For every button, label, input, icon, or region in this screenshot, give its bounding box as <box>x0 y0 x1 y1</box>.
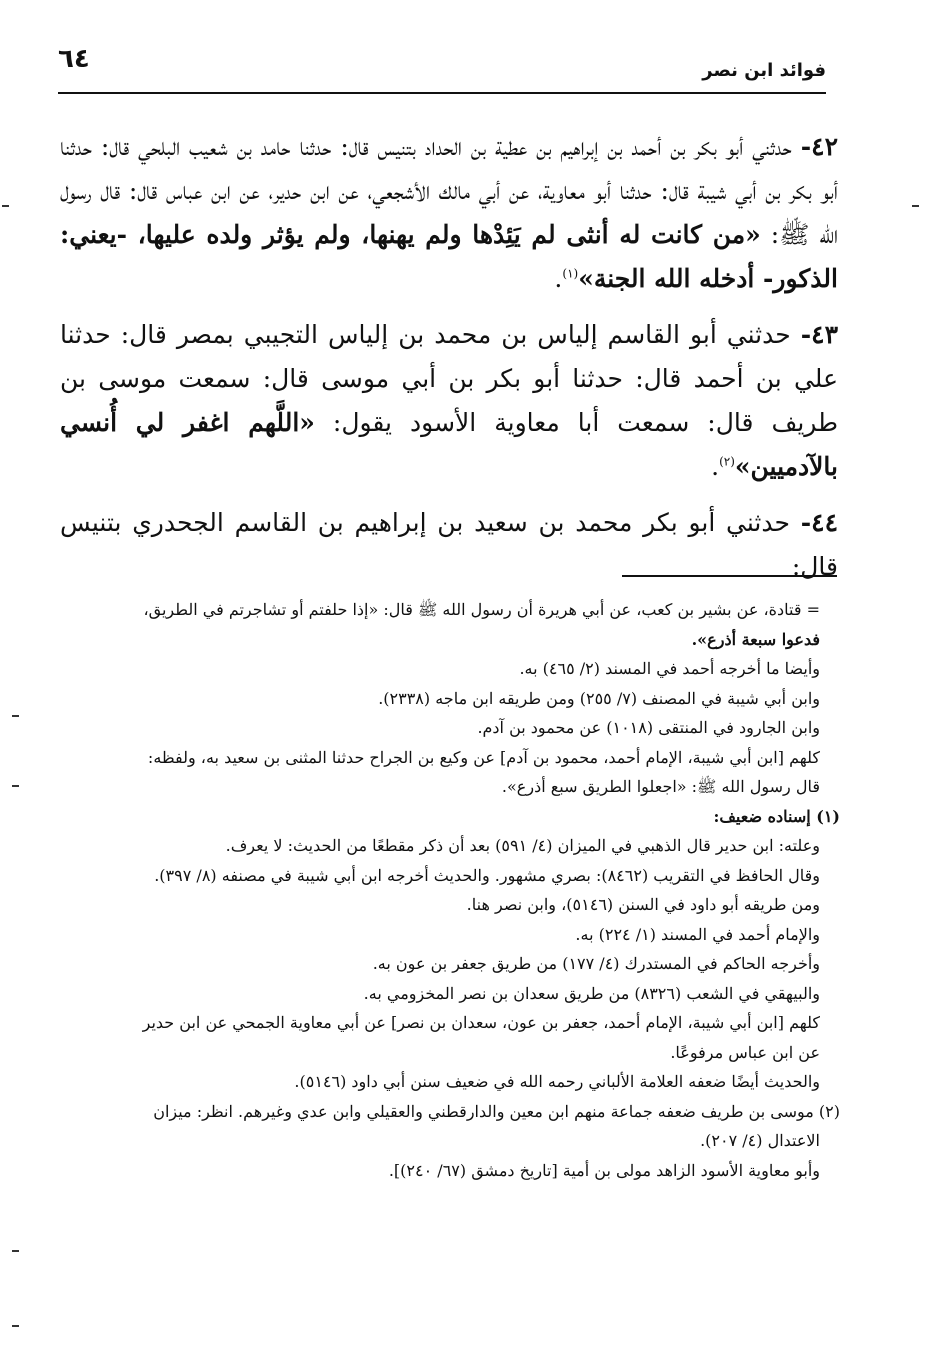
hadith-42 <box>60 125 838 301</box>
hadith-text: حدثني أبو بكر بن أحمد بن إبراهيم بن عطية بن الحداد بتنيس قال: حدثنا حامد بن شعيب البلحي قال: حدثنا أبو بكر بن أبي شيبة قال: حدثنا أبو معاوية، عن أبي مالك الأشجعي، عن ابن حدير، عن ابن عباس قال: قال رسول الله ﷺ: <box>60 132 839 249</box>
footnote-line: (٢) موسى بن طريف ضعفه جماعة منهم ابن معين والدارقطني والعقيلي وابن عدي وغيرهم. انظر: ميزان <box>153 1101 840 1121</box>
page-header <box>58 40 826 92</box>
main-text <box>60 125 838 601</box>
footnote-line: = قتادة، عن بشير بن كعب، عن أبي هريرة أن رسول الله ﷺ قال: «إذا حلفتم أو تشاجرتم في الطريق، <box>143 600 820 619</box>
hadith-text: حدثني أبو بكر محمد بن سعيد بن إبراهيم بن القاسم الجحدري بتنيس قال: <box>60 508 838 581</box>
margin-mark <box>12 1325 19 1327</box>
footnote-line: وابن الجارود في المنتقى (١٠١٨) عن محمود بن آدم. <box>477 718 820 737</box>
footnote-line: وعلته: ابن حدير قال الذهبي في الميزان (٤/ ٥٩١) بعد أن ذكر مقطعًا من الحديث: لا يعرف. <box>225 836 820 855</box>
hadith-number: ٤٢- <box>800 132 838 161</box>
footnote-line: وقال الحافظ في التقريب (٨٤٦٢): بصري مشهور. والحديث أخرجه ابن أبي شيبة في مصنفه (٨/ ٣٩٧). <box>154 865 820 885</box>
hadith-number: ٤٤- <box>800 508 838 537</box>
footnote-line: والبيهقي في الشعب (٨٣٢٦) من طريق سعدان بن نصر المخزومي به. <box>363 983 820 1003</box>
footnote-line: وأيضا ما أخرجه أحمد في المسند (٢/ ٤٦٥) به. <box>519 659 820 678</box>
footnote-line: والحديث أيضًا ضعفه العلامة الألباني رحمه الله في ضعيف سنن أبي داود (٥١٤٦). <box>294 1072 820 1091</box>
hadith-number: ٤٣- <box>800 320 838 349</box>
margin-mark <box>12 1250 19 1252</box>
footnote-line: قال رسول الله ﷺ: «اجعلوا الطريق سبع أذرع». <box>501 777 820 796</box>
header-rule <box>58 92 826 94</box>
hadith-end: . <box>554 264 563 293</box>
margin-mark <box>12 715 19 717</box>
hadith-quote: «من كانت له أنثى لم يَئِدْها ولم يهنها، ولم يؤثر ولده عليها، -يعني: الذكور- أدخله الله الجنة» <box>60 220 838 293</box>
footnote-line: (١) إسناده ضعيف: <box>713 806 840 826</box>
footnote-line: عن ابن عباس مرفوعًا. <box>670 1042 820 1062</box>
margin-mark <box>912 205 919 207</box>
footnote-line: الاعتدال (٤/ ٢٠٧). <box>700 1131 820 1150</box>
footnote-line: وابن أبي شيبة في المصنف (٧/ ٢٥٥) ومن طريقه ابن ماجه (٢٣٣٨). <box>378 688 820 708</box>
footnote-line: كلهم [ابن أبي شيبة، الإمام أحمد، جعفر بن عون، سعدان بن نصر] عن أبي معاوية الجمحي عن ابن حدير <box>142 1013 820 1032</box>
footnote-line: والإمام أحمد في المسند (١/ ٢٢٤) به. <box>575 924 820 944</box>
margin-mark <box>2 205 9 207</box>
footnote-line: ومن طريقه أبو داود في السنن (٥١٤٦)، وابن نصر هنا. <box>466 895 820 914</box>
footnote-ref: (١) <box>562 266 579 281</box>
hadith-end: . <box>711 452 720 481</box>
hadith-43 <box>60 313 838 489</box>
running-title: فوائد ابن نصر <box>702 60 826 81</box>
footnote-line: وأبو معاوية الأسود الزاهد مولى بن أمية [تاريخ دمشق (٦٧/ ٢٤٠)]. <box>388 1160 820 1180</box>
footnote-separator <box>622 575 837 577</box>
hadith-text: حدثني أبو القاسم إلياس بن محمد بن إلياس التجيبي بمصر قال: حدثنا علي بن أحمد قال: حدثنا أبو بكر بن أبي موسى قال: سمعت موسى بن طريف قال: سمعت أبا معاوية الأسود يقول: <box>60 320 838 437</box>
footnote-line: كلهم [ابن أبي شيبة، الإمام أحمد، محمود بن آدم] عن وكيع بن الجراح حدثنا المثنى بن سعيد به، ولفظه: <box>147 747 820 767</box>
margin-mark <box>12 785 19 787</box>
footnotes <box>60 595 840 1185</box>
footnote-line: وأخرجه الحاكم في المستدرك (٤/ ١٧٧) من طريق جعفر بن عون به. <box>372 954 820 973</box>
footnote-line: فدعوا سبعة أذرع». <box>691 629 820 649</box>
page-number: ٦٤ <box>58 44 90 74</box>
footnote-ref: (٢) <box>719 454 735 469</box>
hadith-quote: «اللَّهم اغفر لي أُنسي بالآدميين» <box>60 408 838 481</box>
